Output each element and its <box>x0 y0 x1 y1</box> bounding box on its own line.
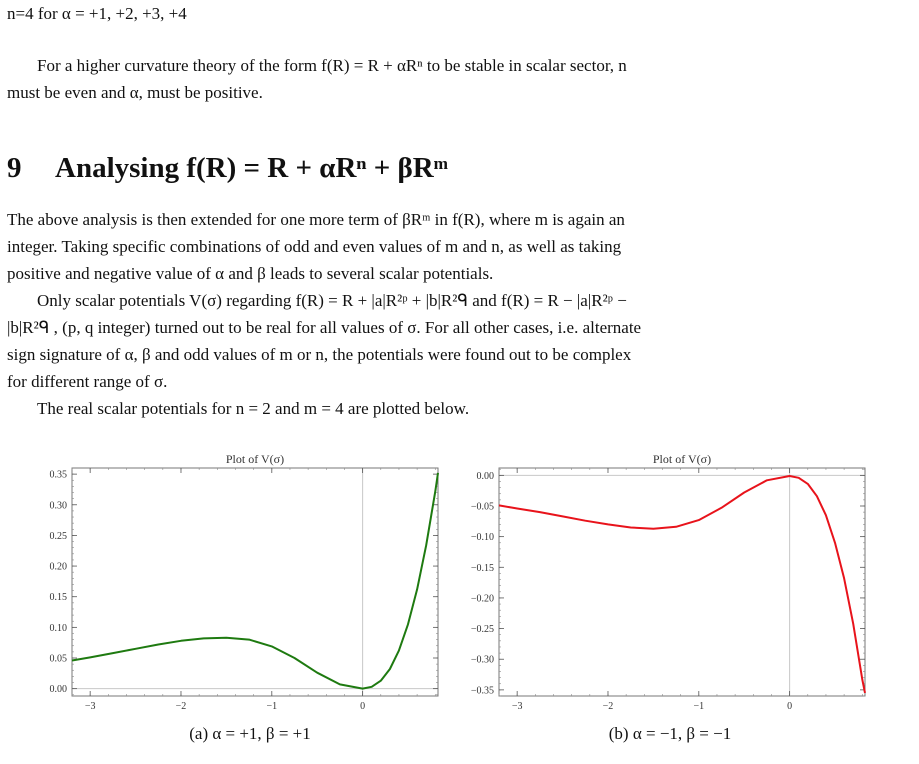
section-number: 9 <box>7 152 22 184</box>
x-tick-label: 0 <box>787 701 793 712</box>
stability-line-1: For a higher curvature theory of the form f(R) = R + αRⁿ to be stable in scalar sector, n <box>37 56 627 75</box>
y-tick-label: 0.35 <box>49 469 67 481</box>
y-tick-label: 0.10 <box>49 622 67 634</box>
para3-line-1: The real scalar potentials for n = 2 and m = 4 are plotted below. <box>37 399 470 418</box>
section-heading <box>7 152 448 185</box>
para2-line-2: |b|R²ᑫ , (p, q integer) turned out to be real for all values of σ. For all other cases, i.e. alternate <box>7 318 642 337</box>
para1-line-2: integer. Taking specific combinations of odd and even values of m and n, as well as taking <box>7 237 622 256</box>
stability-line-2: must be even and α, must be positive. <box>7 83 263 102</box>
para2-line-4: for different range of σ. <box>7 372 168 391</box>
y-tick-label: 0.30 <box>49 500 67 512</box>
y-tick-label: 0.00 <box>49 684 67 696</box>
y-tick-label: 0.05 <box>49 653 67 665</box>
y-tick-label: 0.20 <box>49 561 67 573</box>
para2-line-1: Only scalar potentials V(σ) regarding f(R) = R + |a|R²ᵖ + |b|R²ᑫ and f(R) = R − |a|R²ᵖ − <box>37 291 627 310</box>
y-tick-label: −0.35 <box>470 685 494 697</box>
top-line: n=4 for α = +1, +2, +3, +4 <box>7 4 187 23</box>
x-tick-label: −3 <box>84 701 96 712</box>
x-tick-label: 0 <box>360 701 366 712</box>
x-tick-label: −2 <box>175 701 187 712</box>
y-tick-label: −0.20 <box>470 593 494 605</box>
chart-title: Plot of V(σ) <box>225 452 285 466</box>
paragraph-1 <box>7 206 909 287</box>
para1-line-1: The above analysis is then extended for one more term of βRᵐ in f(R), where m is again an <box>7 210 625 229</box>
y-tick-label: 0.00 <box>476 470 494 482</box>
y-tick-label: −0.10 <box>470 532 494 544</box>
y-tick-label: −0.25 <box>470 624 494 636</box>
series-line-b <box>499 476 865 693</box>
x-tick-label: −2 <box>602 701 614 712</box>
plot-frame <box>499 468 865 696</box>
x-tick-label: −1 <box>266 701 278 712</box>
plot-frame <box>72 468 438 696</box>
caption-a: (a) α = +1, β = +1 <box>189 724 311 743</box>
y-tick-label: 0.15 <box>49 592 67 604</box>
paragraph-2 <box>7 287 909 395</box>
chart-a <box>28 446 448 716</box>
x-tick-label: −1 <box>693 701 705 712</box>
paragraph-3 <box>7 395 909 422</box>
y-tick-label: −0.30 <box>470 654 494 666</box>
y-tick-label: −0.15 <box>470 562 494 574</box>
series-line-a <box>72 473 438 689</box>
para1-line-3: positive and negative value of α and β leads to several scalar potentials. <box>7 264 494 283</box>
x-tick-label: −3 <box>511 701 523 712</box>
chart-b <box>455 446 875 716</box>
y-tick-label: −0.05 <box>470 501 494 513</box>
section-title: Analysing f(R) = R + αRⁿ + βRᵐ <box>55 152 448 184</box>
caption-b: (b) α = −1, β = −1 <box>608 724 732 743</box>
para2-line-3: sign signature of α, β and odd values of m or n, the potentials were found out to be complex <box>7 345 632 364</box>
chart-title: Plot of V(σ) <box>652 452 712 466</box>
y-tick-label: 0.25 <box>49 530 67 542</box>
stability-paragraph <box>7 52 909 106</box>
